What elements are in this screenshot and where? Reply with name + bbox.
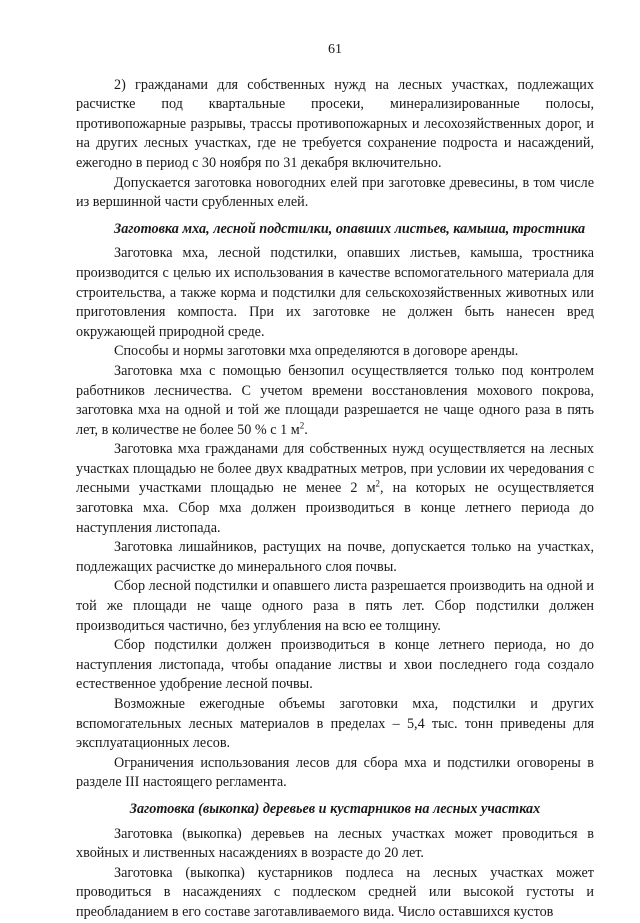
paragraph-moss-8: Возможные ежегодные объемы заготовки мха, подстилки и других вспомогательных лесных материалов в пределах – 5,4 тыс. тонн приведены для эксплуатационных лесов. [76,696,594,752]
paragraph-trees-1: Заготовка (выкопка) деревьев на лесных участках может проводиться в хвойных и лиственных насаждениях в возрасте до 20 лет. [76,825,594,862]
paragraph-intro-2: Допускается заготовка новогодних елей при заготовке древесины, в том числе из вершинной части срубленных елей. [76,174,594,211]
paragraph-moss-6: Сбор лесной подстилки и опавшего листа разрешается производить на одной и той же площади не чаще одного раза в пять лет. Сбор подстилки должен производиться частично, без углубления на всю ее толщину. [76,578,594,634]
page-number: 61 [328,42,342,57]
section-heading-moss: Заготовка мха, лесной подстилки, опавших листьев, камыша, тростника [114,220,586,237]
section-heading-trees: Заготовка (выкопка) деревьев и кустарников на лесных участках [129,800,541,817]
paragraph-moss-4: Заготовка мха гражданами для собственных нужд осуществляется на лесных участках площадью не более двух квадратных метров, при условии их чередования с лесными участками площадью не менее 2 $м^2$, на которых не осуществляется заготовка мха. Сбор мха должен производиться в конце летнего периода до наступления листопада. [76,441,594,536]
paragraph-intro-1: 2) гражданами для собственных нужд на лесных участках, подлежащих расчистке под квартальные просеки, минерализированные полосы, противопожарные разрывы, трассы противопожарных и лесохозяйственных дорог, и на других лесных участках, где не требуется сохранение подроста и насаждений, ежегодно в период с 30 ноября по 31 декабря включительно. [76,76,594,171]
document-page [76,40,594,923]
superscript: 2 [375,478,381,489]
paragraph-moss-9: Ограничения использования лесов для сбора мха и подстилки оговорены в разделе III настоящего регламента. [76,754,594,791]
paragraph-moss-1: Заготовка мха, лесной подстилки, опавших листьев, камыша, тростника производится с целью их использования в качестве вспомогательного материала для строительства, а также корма и подстилки для сельскохозяйственных животных или приготовления компоста. При их заготовке не должен быть нанесен вред окружающей природной среде. [76,245,594,340]
paragraph-moss-7: Сбор подстилки должен производиться в конце летнего периода, но до наступления листопада, чтобы опадание листвы и хвои последнего года создало естественное удобрение лесной почвы. [76,637,594,693]
paragraph-moss-5: Заготовка лишайников, растущих на почве, допускается только на участках, подлежащих расчистке до минерального слоя почвы. [76,539,594,575]
paragraph-moss-2: Способы и нормы заготовки мха определяются в договоре аренды. [114,343,519,360]
paragraph-moss-3: Заготовка мха с помощью бензопил осуществляется только под контролем работников лесничества. С учетом времени восстановления мохового покрова, заготовка мха на одной и той же площади разрешается не чаще одного раза в пять лет, в количестве не более 50 % с 1 $м^2$. [76,362,594,438]
superscript: 2 [299,419,305,430]
paragraph-trees-2: Заготовка (выкопка) кустарников подлеса на лесных участках может проводиться в насаждениях с подлеском средней или высокой густоты и преобладанием в его составе заготавливаемого вида. Число оставшихся кустов [76,864,594,920]
